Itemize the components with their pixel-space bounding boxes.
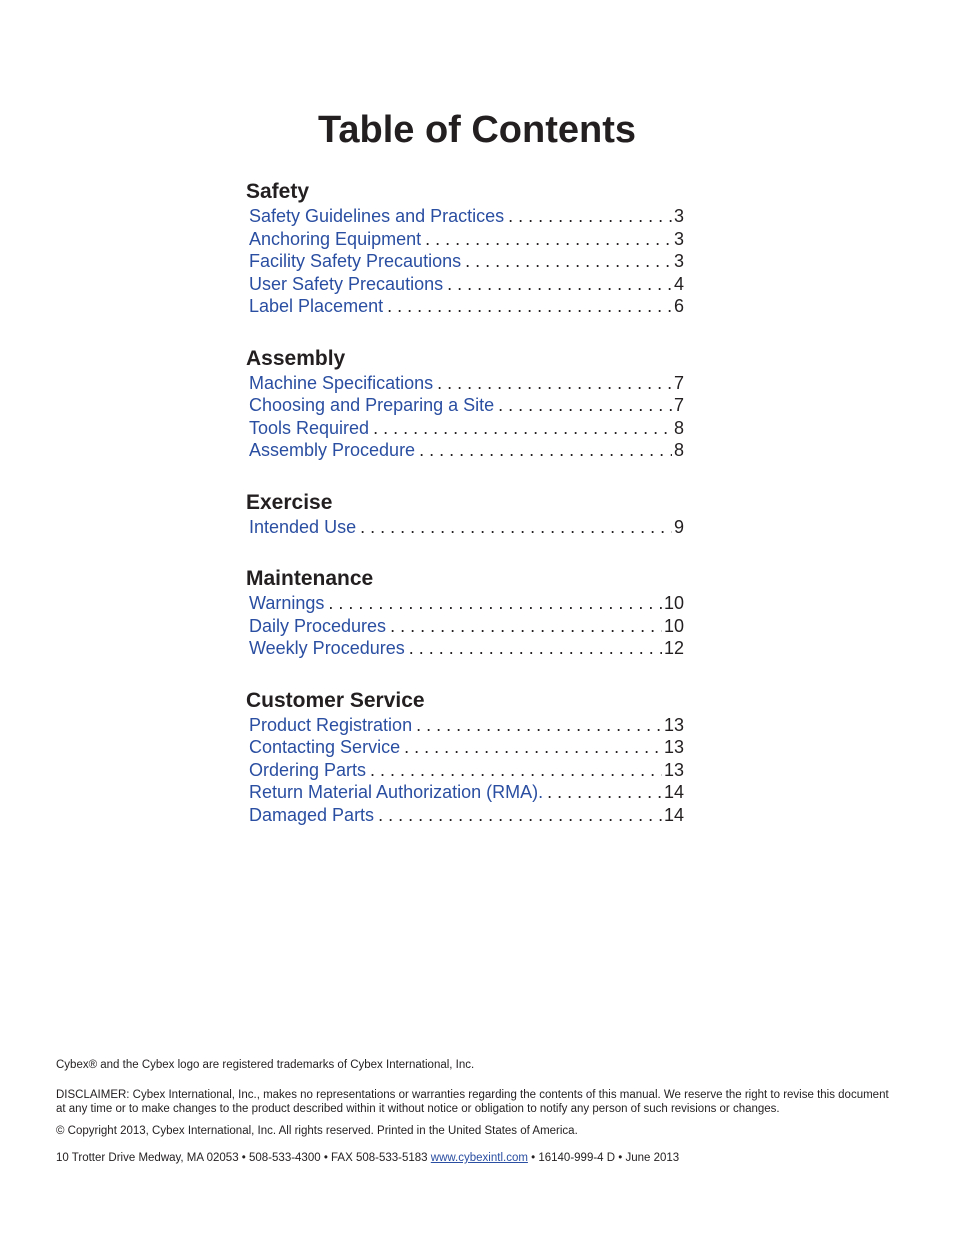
dot-leader xyxy=(425,228,672,251)
toc-entry[interactable] xyxy=(246,228,684,251)
toc-entry-link[interactable]: Anchoring Equipment xyxy=(249,228,422,249)
page-number: 8 xyxy=(673,417,684,438)
section-heading: Assembly xyxy=(246,346,346,370)
toc-entry-link[interactable]: Tools Required xyxy=(249,417,370,438)
toc-entry[interactable] xyxy=(246,714,684,737)
section-heading: Safety xyxy=(246,180,310,203)
page-number: 3 xyxy=(673,228,684,249)
toc-entry-link[interactable]: Daily Procedures xyxy=(249,615,387,636)
toc-entry-link[interactable]: Return Material Authorization (RMA). xyxy=(249,782,544,802)
toc-entry[interactable] xyxy=(246,637,684,660)
page-number: 13 xyxy=(663,737,684,757)
page-number: 4 xyxy=(673,273,684,294)
toc-entry-link[interactable]: Warnings xyxy=(249,593,325,613)
dot-leader xyxy=(447,273,672,296)
dot-leader xyxy=(409,637,662,660)
toc-entry-link[interactable]: Machine Specifications xyxy=(249,372,434,393)
page-number: 13 xyxy=(663,759,684,780)
dot-leader xyxy=(378,804,662,827)
toc-entry-link[interactable]: Weekly Procedures xyxy=(249,638,405,658)
section-heading: Customer Service xyxy=(246,688,425,712)
dot-leader xyxy=(547,781,662,804)
toc-section-maintenance xyxy=(246,566,684,660)
page-number: 14 xyxy=(663,782,684,802)
toc-entry-link[interactable]: Product Registration xyxy=(249,714,413,735)
toc-entry-link[interactable]: Choosing and Preparing a Site xyxy=(249,395,495,415)
toc-entry-link[interactable]: Ordering Parts xyxy=(249,759,367,780)
company-address xyxy=(56,1151,896,1166)
footer xyxy=(56,1058,896,1166)
toc-entry[interactable] xyxy=(246,439,684,462)
page-number: 3 xyxy=(673,251,684,271)
toc-entry-link[interactable]: Label Placement xyxy=(249,296,384,316)
page-number: 8 xyxy=(673,440,684,460)
toc-entry[interactable] xyxy=(246,736,684,759)
page-title: Table of Contents xyxy=(317,109,637,152)
toc-entry[interactable] xyxy=(246,394,684,417)
page-number: 13 xyxy=(663,714,684,735)
toc-section-assembly xyxy=(246,346,684,462)
toc-entry[interactable] xyxy=(246,592,684,615)
toc-entry[interactable] xyxy=(246,273,684,296)
toc-entry-link[interactable]: Assembly Procedure xyxy=(249,440,416,460)
dot-leader xyxy=(498,394,672,417)
dot-leader xyxy=(465,250,672,273)
toc-entry[interactable] xyxy=(246,781,684,804)
dot-leader xyxy=(390,615,662,638)
section-heading: Exercise xyxy=(246,490,333,514)
website-link[interactable]: www.cybexintl.com xyxy=(430,1152,528,1164)
toc-entry[interactable] xyxy=(246,417,684,440)
page-number: 9 xyxy=(673,516,684,537)
toc-entry-link[interactable]: User Safety Precautions xyxy=(249,273,444,294)
page-number: 12 xyxy=(663,638,684,658)
toc-entry[interactable] xyxy=(246,516,684,539)
page-number: 7 xyxy=(673,395,684,415)
trademark-notice: Cybex® and the Cybex logo are registered trademarks of Cybex International, Inc. xyxy=(56,1059,475,1071)
toc-entry-link[interactable]: Contacting Service xyxy=(249,737,401,757)
toc-entry[interactable] xyxy=(246,615,684,638)
page-number: 7 xyxy=(673,372,684,393)
toc-section-exercise xyxy=(246,490,684,539)
dot-leader xyxy=(419,439,672,462)
page-number: 10 xyxy=(663,593,684,613)
dot-leader xyxy=(508,205,672,228)
dot-leader xyxy=(404,736,662,759)
toc-entry[interactable] xyxy=(246,250,684,273)
toc-section-safety xyxy=(246,179,684,318)
toc-entry-link[interactable]: Damaged Parts xyxy=(249,804,375,825)
page-number: 6 xyxy=(673,296,684,316)
toc-entry[interactable] xyxy=(246,759,684,782)
table-of-contents xyxy=(246,179,684,854)
toc-entry[interactable] xyxy=(246,804,684,827)
copyright-notice: © Copyright 2013, Cybex International, Inc. All rights reserved. Printed in the United States of America. xyxy=(56,1124,578,1137)
toc-entry-link[interactable]: Facility Safety Precautions xyxy=(249,251,462,271)
page-number: 14 xyxy=(663,804,684,825)
section-heading: Maintenance xyxy=(246,567,374,590)
dot-leader xyxy=(328,592,662,615)
address-prefix: 10 Trotter Drive Medway, MA 02053 • 508-533-4300 • FAX 508-533-5183 xyxy=(56,1152,431,1164)
dot-leader xyxy=(360,516,672,539)
dot-leader xyxy=(416,714,662,737)
toc-entry[interactable] xyxy=(246,295,684,318)
toc-section-customer-service xyxy=(246,688,684,827)
dot-leader xyxy=(437,372,672,395)
dot-leader xyxy=(373,417,672,440)
toc-entry-link[interactable]: Intended Use xyxy=(249,516,357,537)
dot-leader xyxy=(370,759,662,782)
toc-entry[interactable] xyxy=(246,205,684,228)
disclaimer: DISCLAIMER: Cybex International, Inc., makes no representations or warranties regarding the contents of this manual. We reserve the right to revise this document at any time or to make changes to the product described within it without notice or obligation to notify any person of such revisions or changes. xyxy=(56,1088,889,1115)
toc-entry-link[interactable]: Safety Guidelines and Practices xyxy=(249,206,505,226)
toc-entry[interactable] xyxy=(246,372,684,395)
page-number: 10 xyxy=(663,615,684,636)
page-number: 3 xyxy=(673,206,684,226)
dot-leader xyxy=(387,295,672,318)
address-suffix: • 16140-999-4 D • June 2013 xyxy=(527,1152,680,1164)
